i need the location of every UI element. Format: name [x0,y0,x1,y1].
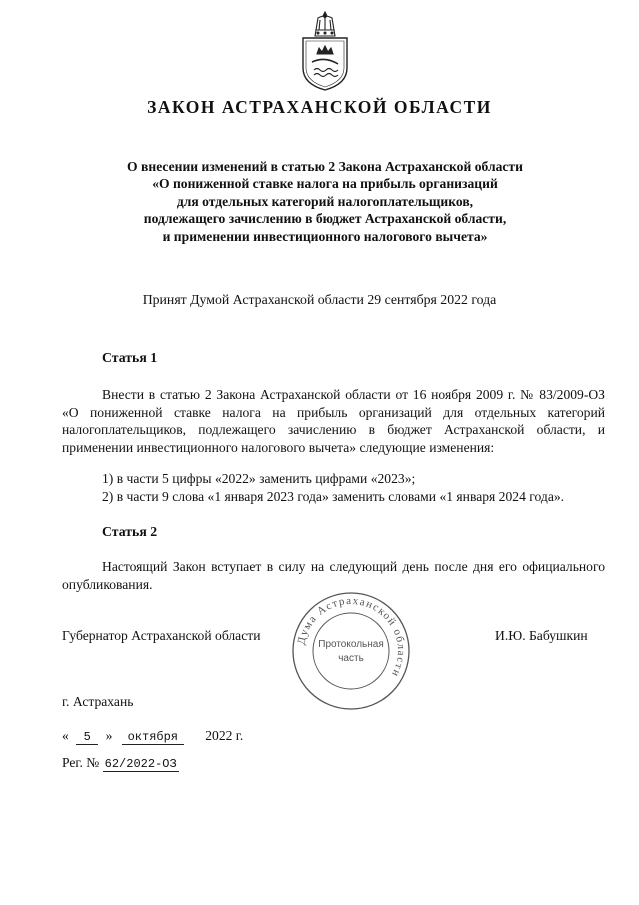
stamp-center-line-2: часть [338,653,364,664]
reg-number: 62/2022-ОЗ [104,757,177,771]
date-quote-open: « [62,728,69,743]
date-month: октября [122,730,184,745]
subtitle-line: подлежащего зачислению в бюджет Астраханской области, [143,211,507,227]
law-subtitle [90,158,560,245]
signatory-position: Губернатор Астраханской области [62,628,261,643]
date-day: 5 [76,730,98,745]
subtitle-line: «О пониженной ставке налога на прибыль организаций [152,176,498,192]
stamp-center-line-1: Протокольная [318,639,384,650]
signatory-name: И.Ю. Бабушкин [495,628,588,643]
date-year: 2022 г. [205,728,244,743]
subtitle-line: и применении инвестиционного налогового вычета» [162,228,488,244]
article-2-text: Настоящий Закон вступает в силу на следующий день после дня его официального опубликования. [62,559,605,592]
coat-of-arms-emblem [298,10,352,92]
reg-label: Рег. № [62,755,100,770]
article-1-item-2: 2) в части 9 слова «1 января 2023 года» заменить словами «1 января 2024 года». [102,489,565,504]
city-line: г. Астрахань [62,694,134,709]
adoption-line: Принят Думой Астраханской области 29 сентября 2022 года [142,292,497,307]
registration-line [62,755,179,772]
article-1-heading: Статья 1 [102,350,158,365]
official-stamp [290,590,412,712]
article-2-heading: Статья 2 [102,524,158,539]
subtitle-line: для отдельных категорий налогоплательщиков, [176,193,474,209]
date-quote-close: » [105,728,113,743]
stamp-ring-text: Дума Астраханской области [295,594,408,680]
document-title: ЗАКОН АСТРАХАНСКОЙ ОБЛАСТИ [147,97,492,117]
signing-date [62,728,243,745]
subtitle-line: О внесении изменений в статью 2 Закона Астраханской области [127,159,523,174]
article-1-text: Внести в статью 2 Закона Астраханской области от 16 ноября 2009 г. № 83/2009-ОЗ «О пониженной ставке налога на прибыль организаций для отдельных категорий налогоплательщиков, подлежащего зачислению в бюджет Астраханской области, и применении инвестиционного налогового вычета» следующие изменения: [62,387,605,455]
article-1-item-1: 1) в части 5 цифры «2022» заменить цифрами «2023»; [102,471,416,486]
